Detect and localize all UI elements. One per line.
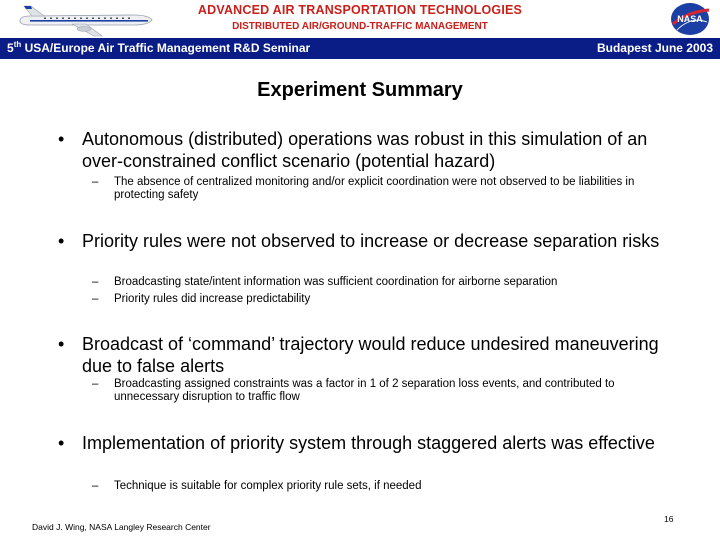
slide-title: Experiment Summary — [257, 79, 463, 101]
bullet-text: Broadcast of ‘command’ trajectory would reduce undesired maneuvering due to false alerts — [82, 334, 659, 376]
bullet-mark: • — [58, 129, 65, 149]
sub-bullet-text: Technique is suitable for complex priority rule sets, if needed — [114, 480, 422, 492]
bullet-text: Autonomous (distributed) operations was robust in this simulation of an over-constrained conflict scenario (potential hazard) — [82, 129, 648, 171]
sub-bullet-mark: – — [92, 176, 99, 188]
nasa-logo-text: NASA — [677, 14, 703, 24]
bullet-mark: • — [58, 231, 65, 251]
seminar-location-date: Budapest June 2003 — [596, 41, 713, 55]
footer-author: David J. Wing, NASA Langley Research Center — [32, 522, 211, 532]
sub-bullet-text: Broadcasting assigned constraints was a factor in 1 of 2 separation loss events, and contributed to unnecessary disruption to traffic flow — [114, 378, 615, 403]
sub-bullet-mark: – — [92, 293, 99, 305]
page-number: 16 — [664, 514, 674, 524]
sub-bullet-text: The absence of centralized monitoring and/or explicit coordination were not observed to be liabilities in protecting safety — [114, 176, 635, 201]
bullet-text: Priority rules were not observed to increase or decrease separation risks — [82, 231, 660, 251]
header-subtitle: DISTRIBUTED AIR/GROUND-TRAFFIC MANAGEMENT — [232, 21, 488, 32]
nasa-logo — [669, 2, 711, 36]
sub-bullet-mark: – — [92, 378, 99, 390]
seminar-name: 5th USA/Europe Air Traffic Management R&D Seminar — [7, 40, 311, 55]
sub-bullet-text: Priority rules did increase predictability — [114, 293, 311, 305]
bullet-mark: • — [58, 334, 65, 354]
bullet-text: Implementation of priority system through staggered alerts was effective — [82, 433, 655, 453]
header-title: ADVANCED AIR TRANSPORTATION TECHNOLOGIES — [197, 3, 523, 17]
bullet-mark: • — [58, 433, 65, 453]
sub-bullet-mark: – — [92, 276, 99, 288]
header-band — [0, 38, 720, 59]
sub-bullet-mark: – — [92, 480, 99, 492]
sub-bullet-text: Broadcasting state/intent information was sufficient coordination for airborne separation — [114, 276, 558, 288]
